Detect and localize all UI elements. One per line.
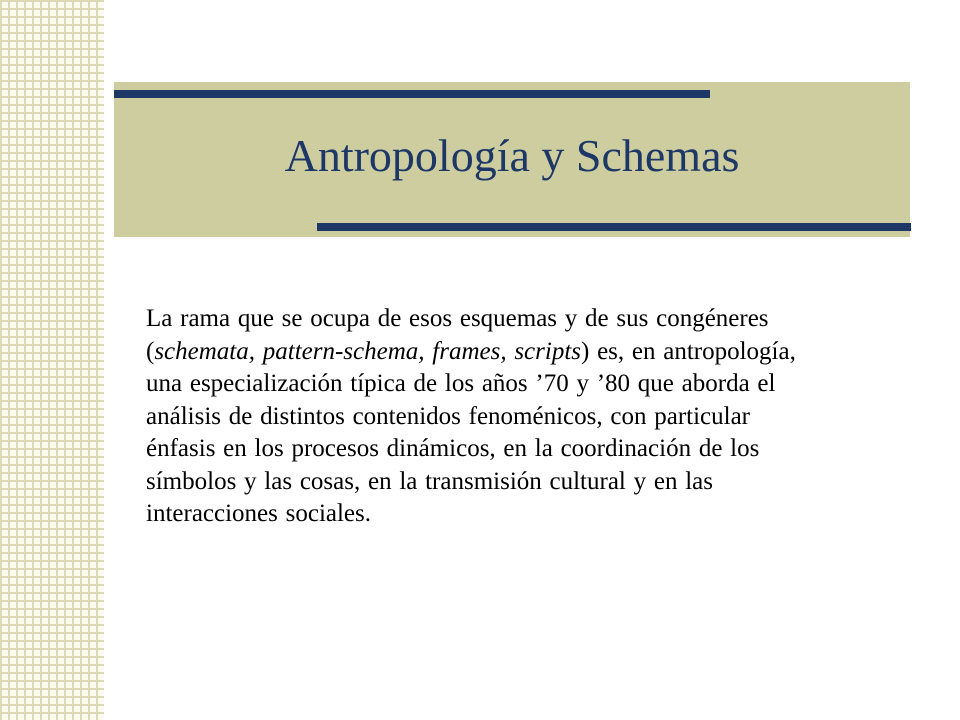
decorative-side-stripe	[0, 0, 104, 720]
paragraph-text-part-1: La rama que se ocupa de esos esquemas y de sus congéneres (	[146, 305, 769, 365]
slide-body-paragraph	[146, 303, 826, 531]
title-bottom-rule	[317, 223, 911, 231]
title-top-rule	[114, 90, 710, 98]
slide-title: Antropología y Schemas	[284, 130, 740, 181]
paragraph-text-part-2: ) es, en antropología, una especialización típica de los años ’70 y ’80 que aborda el análisis de distintos contenidos fenoménicos, con particular énfasis en los procesos dinámicos, en la coordinación de los símbolos y las cosas, en la transmisión cultural y en las interacciones sociales.	[146, 337, 796, 527]
paragraph-italic-terms: schemata, pattern-schema, frames, scripts	[154, 337, 581, 365]
